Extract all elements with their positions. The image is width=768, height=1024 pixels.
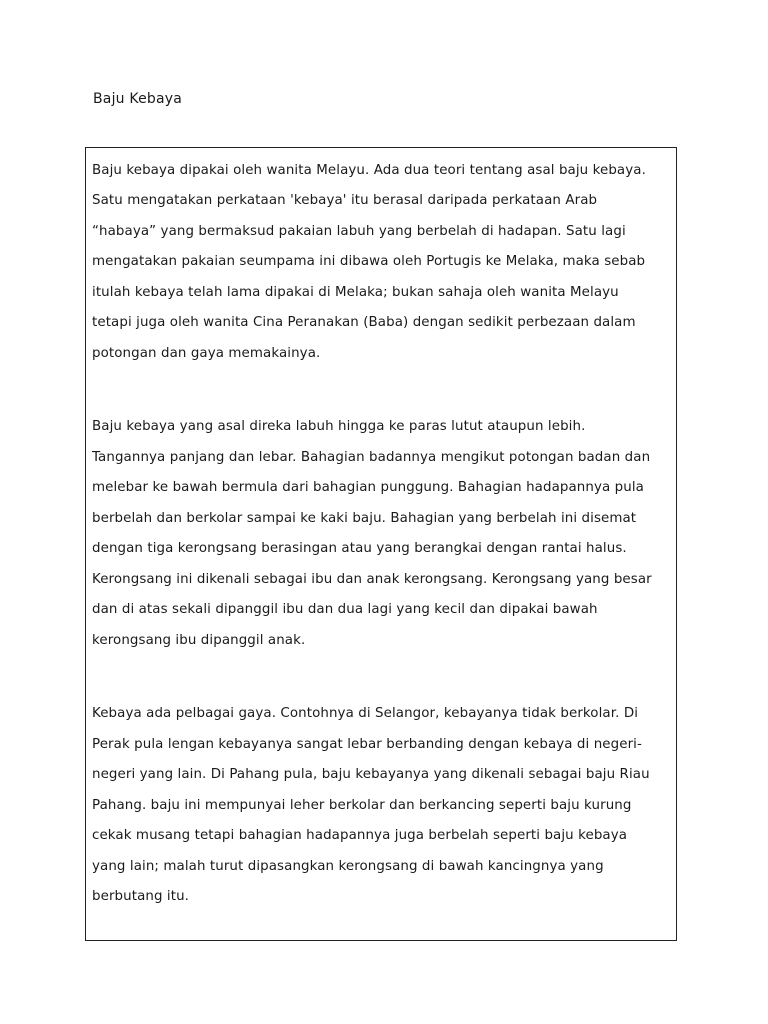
paragraph-2-line-7: dan di atas sekali dipanggil ibu dan dua lagi yang kecil dan dipakai bawah <box>92 602 598 617</box>
paragraph-2-line-8: kerongsang ibu dipanggil anak. <box>92 633 306 648</box>
paragraph-2-line-5: dengan tiga kerongsang berasingan atau yang berangkai dengan rantai halus. <box>92 541 627 556</box>
paragraph-3-line-2: Perak pula lengan kebayanya sangat lebar berbanding dengan kebaya di negeri- <box>92 737 642 752</box>
paragraph-1-line-4: mengatakan pakaian seumpama ini dibawa oleh Portugis ke Melaka, maka sebab <box>92 254 646 269</box>
paragraph-3-line-5: cekak musang tetapi bahagian hadapannya juga berbelah seperti baju kebaya <box>92 828 628 843</box>
paragraph-3-line-7: berbutang itu. <box>92 889 190 904</box>
paragraph-2-line-1: Baju kebaya yang asal direka labuh hingga ke paras lutut ataupun lebih. <box>92 419 586 434</box>
paragraph-2-line-4: berbelah dan berkolar sampai ke kaki baju. Bahagian yang berbelah ini disemat <box>92 511 637 526</box>
paragraph-1-line-2: Satu mengatakan perkataan 'kebaya' itu berasal daripada perkataan Arab <box>92 193 598 208</box>
paragraph-2-line-6: Kerongsang ini dikenali sebagai ibu dan anak kerongsang. Kerongsang yang besar <box>92 572 652 587</box>
paragraph-3-line-4: Pahang. baju ini mempunyai leher berkolar dan berkancing seperti baju kurung <box>92 798 632 813</box>
paragraph-3-line-1: Kebaya ada pelbagai gaya. Contohnya di Selangor, kebayanya tidak berkolar. Di <box>92 706 639 721</box>
paragraph-3-line-3: negeri yang lain. Di Pahang pula, baju kebayanya yang dikenali sebagai baju Riau <box>92 767 650 782</box>
paragraph-2-line-3: melebar ke bawah bermula dari bahagian punggung. Bahagian hadapannya pula <box>92 480 644 495</box>
paragraph-1-line-5: itulah kebaya telah lama dipakai di Melaka; bukan sahaja oleh wanita Melayu <box>92 285 619 300</box>
paragraph-1-line-3: “habaya” yang bermaksud pakaian labuh yang berbelah di hadapan. Satu lagi <box>92 224 626 239</box>
paragraph-1-line-6: tetapi juga oleh wanita Cina Peranakan (Baba) dengan sedikit perbezaan dalam <box>92 315 636 330</box>
paragraph-2-line-2: Tangannya panjang dan lebar. Bahagian badannya mengikut potongan badan dan <box>92 450 651 465</box>
document-title: Baju Kebaya <box>93 91 183 107</box>
paragraph-1-line-1: Baju kebaya dipakai oleh wanita Melayu. Ada dua teori tentang asal baju kebaya. <box>92 163 646 178</box>
paragraph-1-line-7: potongan dan gaya memakainya. <box>92 346 321 361</box>
paragraph-3-line-6: yang lain; malah turut dipasangkan kerongsang di bawah kancingnya yang <box>92 859 604 874</box>
